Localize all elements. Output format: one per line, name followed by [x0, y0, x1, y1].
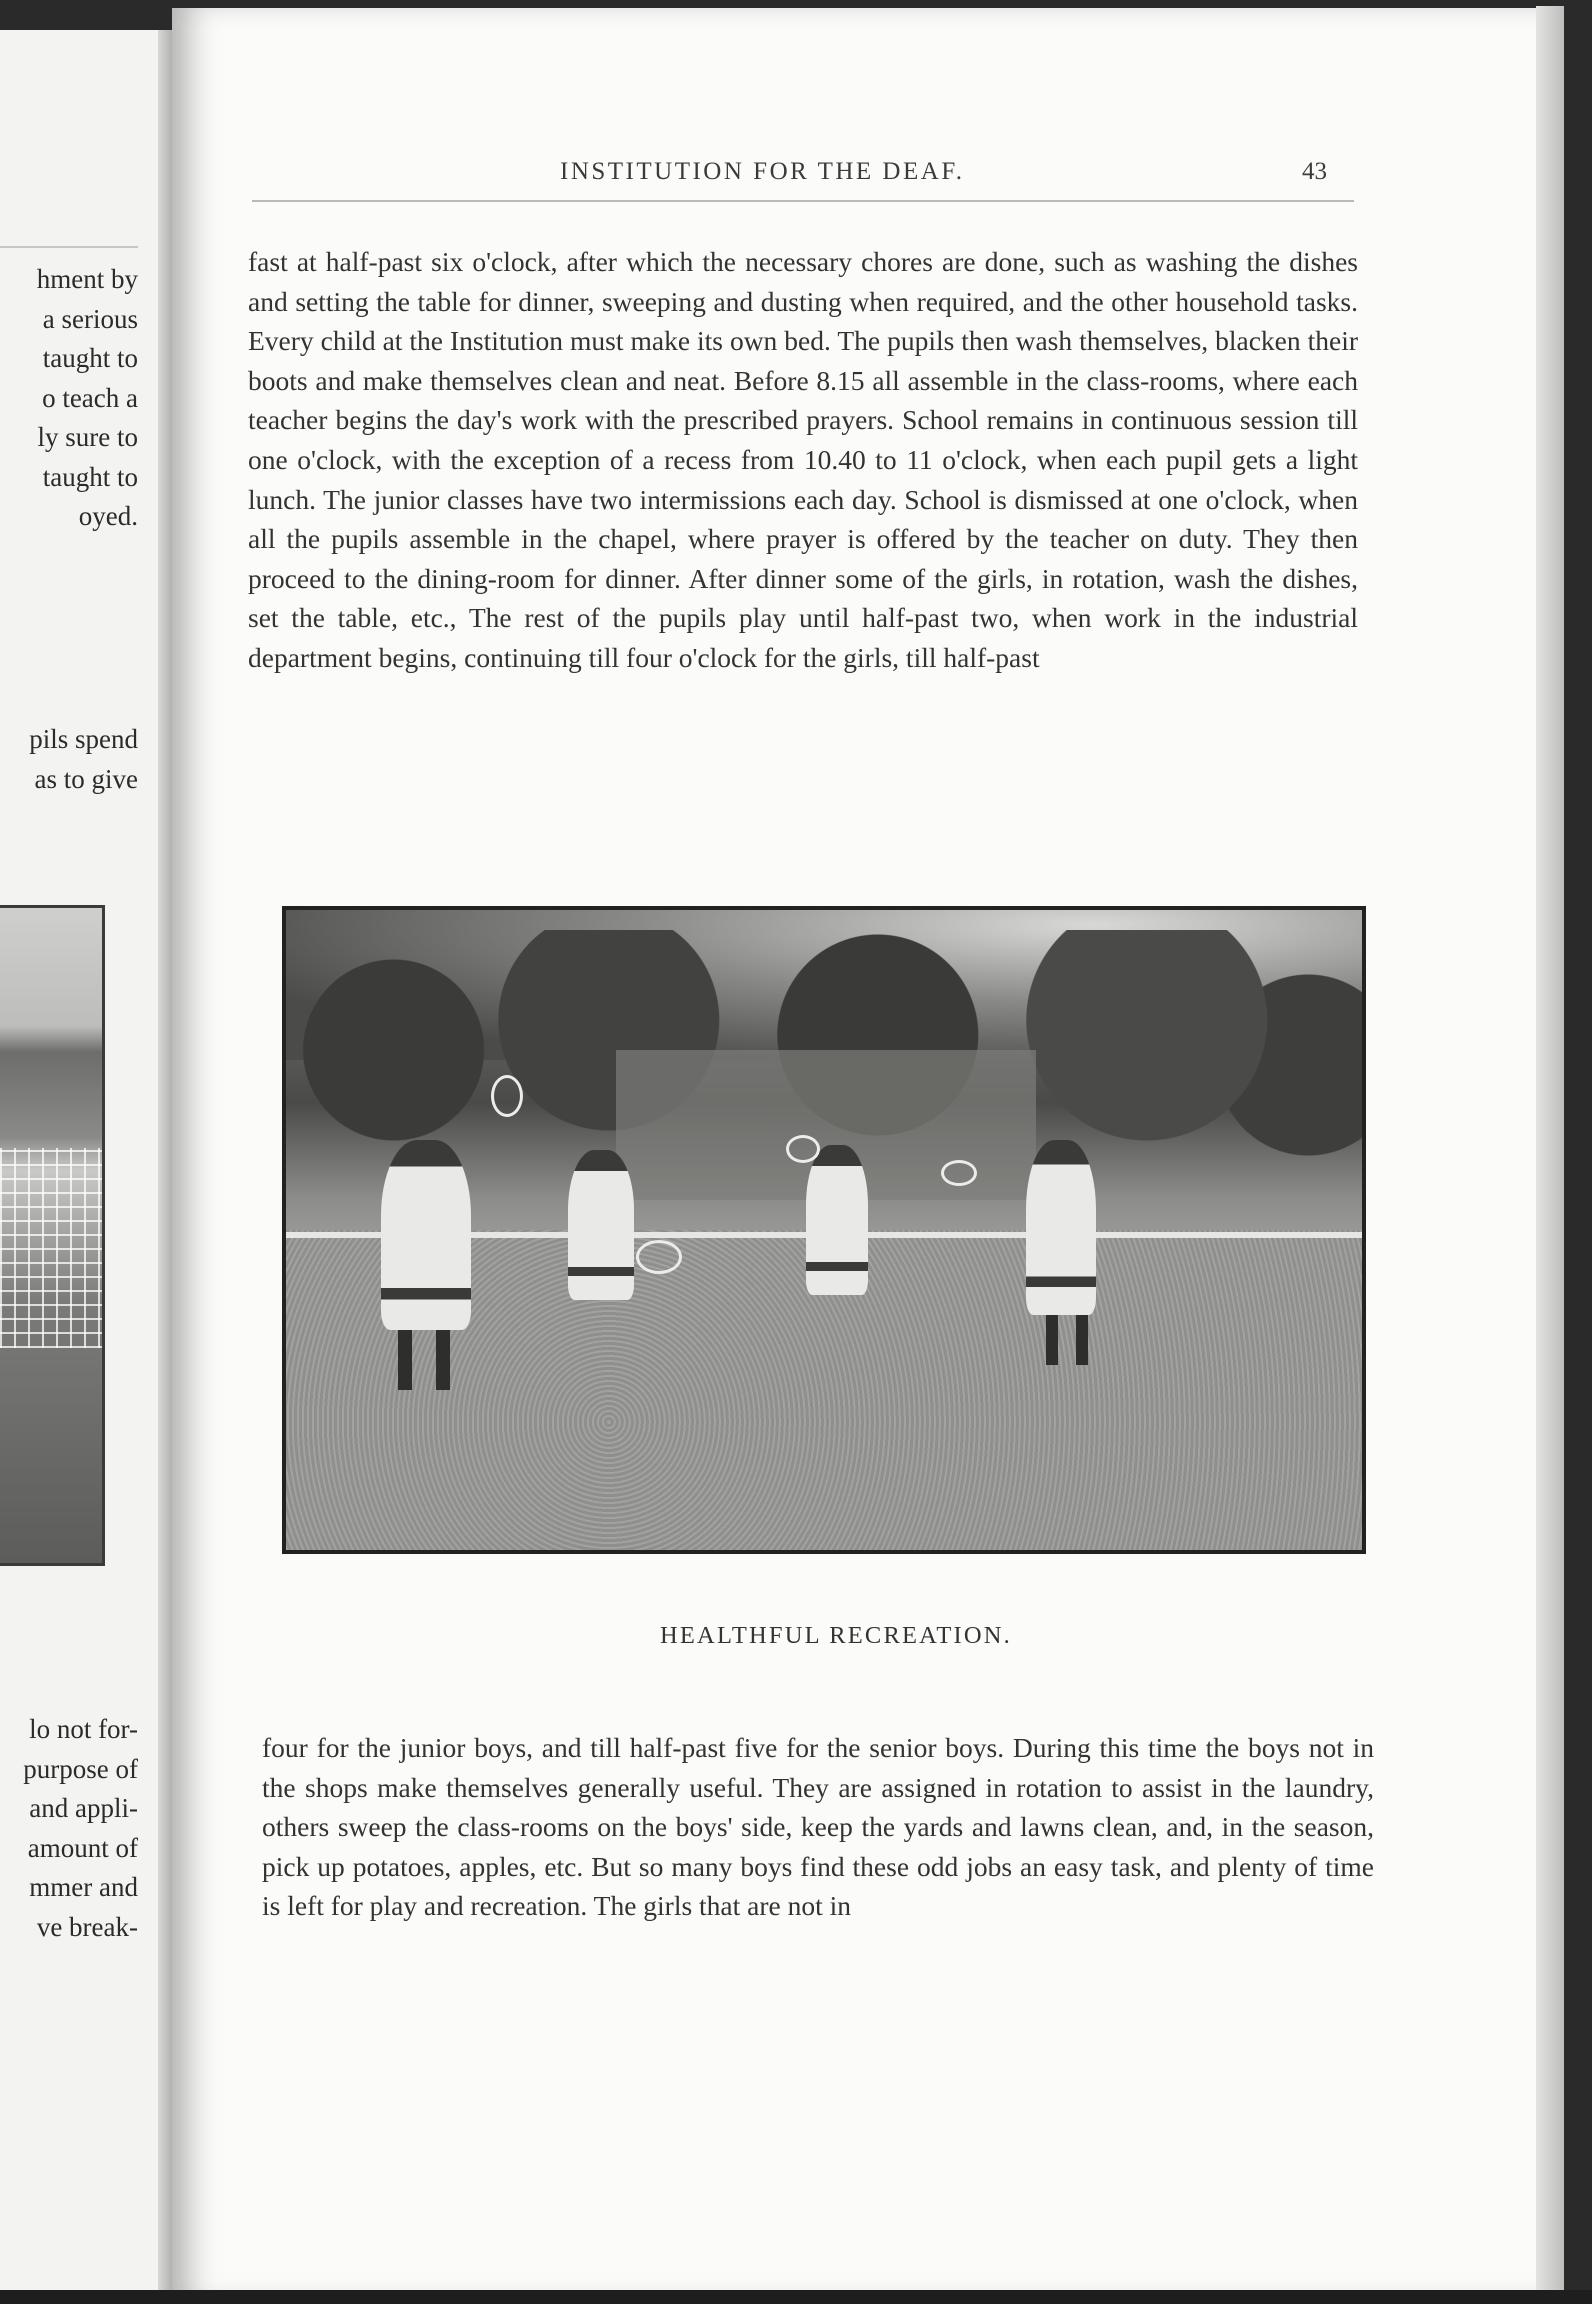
- facing-line: ly sure to: [37, 422, 138, 452]
- tennis-photograph: [282, 906, 1366, 1554]
- facing-page-lines-top: [37, 260, 138, 537]
- facing-line: oyed.: [78, 501, 138, 531]
- photo-girl-legs: [436, 1330, 450, 1390]
- photo-racket: [786, 1135, 820, 1163]
- body-text-bottom: [262, 1728, 1374, 1926]
- photo-girl-legs: [1046, 1315, 1058, 1365]
- facing-page-lines-end: [29, 1868, 138, 1947]
- facing-line: pils spend: [29, 724, 138, 754]
- photo-girl-figure: [1026, 1140, 1096, 1315]
- photo-girl-figure: [381, 1140, 471, 1330]
- page-number: 43: [1302, 158, 1327, 185]
- facing-line: and appli-: [29, 1793, 138, 1823]
- facing-page-rule: [0, 246, 138, 248]
- facing-line: hment by: [36, 264, 138, 294]
- facing-line: as to give: [34, 763, 138, 794]
- facing-line: a serious: [42, 303, 138, 334]
- photo-girl-legs: [1076, 1315, 1088, 1365]
- paragraph: fast at half-past six o'clock, after which the necessary chores are done, such as washing the dishes and setting the table for dinner, sweeping and dusting when required, and the other household tasks. Every child at the Institution must make its own bed. The pupils then wash themselves, blacken their boots and make themselves clean and neat. Before 8.15 all assemble in the class-rooms, where each teacher begins the day's work with the prescribed prayers. School remains in continuous session till one o'clock, with the exception of a recess from 10.40 to 11 o'clock, when each pupil gets a light lunch. The junior classes have two intermissions each day. School is dismissed at one o'clock, when all the pupils assemble in the chapel, where prayer is offered by the teacher on duty. They then proceed to the dining-room for dinner. After dinner some of the girls, in rotation, wash the dishes, set the table, etc., The rest of the pupils play until half-past two, when work in the industrial department begins, continuing till four o'clock for the girls, till half-past: [248, 246, 1358, 673]
- photo-girl-figure: [806, 1145, 868, 1295]
- facing-line: mmer and: [29, 1872, 138, 1902]
- running-head: INSTITUTION FOR THE DEAF.: [560, 158, 965, 185]
- facing-line: taught to: [42, 461, 138, 492]
- header-rule: [252, 200, 1354, 202]
- facing-line: o teach a: [42, 382, 138, 413]
- photo-girl-legs: [398, 1330, 412, 1390]
- facing-line: amount of: [27, 1832, 138, 1863]
- facing-line: taught to: [42, 343, 138, 373]
- facing-page-lines-mid: [29, 720, 138, 799]
- facing-page-photo: [0, 905, 105, 1566]
- photo-racket: [491, 1075, 523, 1117]
- facing-line: ve break-: [36, 1911, 138, 1942]
- facing-page-fragment: [0, 30, 180, 2290]
- photo-racket: [941, 1160, 977, 1186]
- tennis-net-graphic: [0, 1148, 102, 1348]
- photo-girl-figure: [568, 1150, 634, 1300]
- page-edge: [1536, 6, 1564, 2298]
- body-text-top: [248, 242, 1358, 678]
- scan-bottom-edge: [0, 2290, 1592, 2304]
- paragraph: four for the junior boys, and till half-past five for the senior boys. During this time the boys not in the shops make themselves generally useful. They are assigned in rotation to assist in the laundry, others sweep the class-rooms on the boys' side, keep the yards and lawns clean, and, in the season, pick up potatoes, apples, etc. But so many boys find these odd jobs an easy task, and plenty of time is left for play and recreation. The girls that are not in: [262, 1732, 1374, 1922]
- photo-racket: [636, 1240, 682, 1274]
- facing-line: lo not for-: [29, 1714, 138, 1744]
- facing-page-lines-bottom: [23, 1710, 138, 1868]
- figure-caption: HEALTHFUL RECREATION.: [660, 1622, 1012, 1649]
- facing-line: purpose of: [23, 1753, 138, 1784]
